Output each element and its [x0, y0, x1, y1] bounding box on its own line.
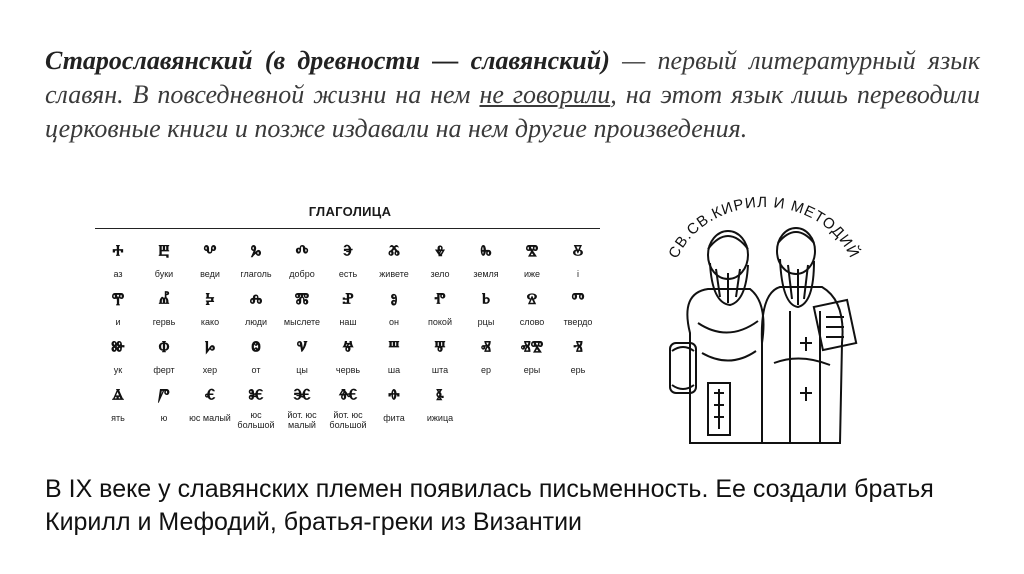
- letter-name: хер: [202, 365, 218, 375]
- letter-name: есть: [338, 269, 358, 279]
- letter-glyph: ⰽ: [205, 288, 215, 312]
- seal-text: СВ.СВ.КИРИЛ И МЕТОДИЙ: [665, 193, 863, 262]
- letter-name: фита: [383, 413, 405, 423]
- letter-glyph: ⰰ: [112, 240, 124, 264]
- letter-glyph: ⱈ: [204, 336, 216, 360]
- letter-name: йот. юс малый: [287, 410, 317, 430]
- letter-cell: [417, 336, 463, 384]
- letter-glyph: ⱁ: [390, 288, 398, 312]
- letter-name: зело: [430, 269, 450, 279]
- letter-name: земля: [473, 269, 499, 279]
- intro-paragraph: [45, 44, 980, 146]
- letter-name: он: [389, 317, 399, 327]
- letter-glyph: ⱄ: [526, 288, 538, 312]
- letter-name: рцы: [477, 317, 495, 327]
- letter-cell: [187, 384, 233, 432]
- bottom-statement: В IX веке у славянских племен появилась письменность. Ее создали братья Кирилл и Мефодий, братья-греки из Византии: [45, 475, 934, 536]
- letter-cell: [325, 336, 371, 384]
- letter-cell: [233, 288, 279, 336]
- letter-name: от: [251, 365, 261, 375]
- letter-name: еры: [523, 365, 541, 375]
- letter-name: гервь: [152, 317, 176, 327]
- letter-cell: [233, 336, 279, 384]
- letter-name: и: [115, 317, 121, 327]
- letter-cell: [555, 240, 601, 288]
- letter-name: буки: [154, 269, 174, 279]
- letter-glyph: ⱌ: [296, 336, 308, 360]
- letter-glyph: ⱛ: [436, 384, 444, 408]
- letter-glyph: ⰶ: [388, 240, 400, 264]
- letter-name: ша: [387, 365, 401, 375]
- letter-glyph: ⱀ: [342, 288, 354, 312]
- letter-name: како: [200, 317, 220, 327]
- letter-cell: [233, 384, 279, 432]
- letter-glyph: ⰸ: [480, 240, 492, 264]
- letter-grid: [95, 240, 605, 432]
- letter-name: мыслете: [283, 317, 321, 327]
- letter-cell: [141, 384, 187, 432]
- letter-name: і: [577, 269, 579, 279]
- letter-name: ферт: [153, 365, 175, 375]
- letter-name: ять: [111, 413, 125, 423]
- alphabet-title: ГЛАГОЛИЦА: [308, 204, 392, 219]
- letter-glyph: ⰲ: [203, 240, 217, 264]
- letter-name: твердо: [563, 317, 593, 327]
- letter-glyph: ⰴ: [295, 240, 309, 264]
- letter-name: наш: [339, 317, 357, 327]
- letter-cell: [463, 240, 509, 288]
- cyril-methodius-drawing: [650, 193, 878, 455]
- letter-cell: [417, 240, 463, 288]
- intro-text-2: . В повседневной жизни на нем: [117, 80, 480, 109]
- letter-name: аз: [113, 269, 123, 279]
- letter-cell: [325, 240, 371, 288]
- letter-name: добро: [289, 269, 315, 279]
- letter-cell: [463, 288, 509, 336]
- letter-glyph: ⰿ: [294, 288, 310, 312]
- letter-glyph: ⱆ: [111, 336, 125, 360]
- letter-cell: [95, 288, 141, 336]
- letter-glyph: ⱋ: [434, 336, 446, 360]
- letter-cell: [555, 288, 601, 336]
- letter-name: слово: [519, 317, 545, 327]
- letter-cell: [509, 240, 555, 288]
- intro-slavs: славян: [45, 80, 118, 109]
- letter-glyph: ⱚ: [388, 384, 400, 408]
- letter-name: ижица: [426, 413, 454, 423]
- letter-glyph: ⱏ: [481, 336, 491, 360]
- letter-glyph: ⰾ: [249, 288, 263, 312]
- letter-glyph: ⱅ: [571, 288, 585, 312]
- letter-cell: [141, 240, 187, 288]
- letter-cell: [371, 288, 417, 336]
- letter-cell: [187, 336, 233, 384]
- letter-cell: [279, 288, 325, 336]
- letter-cell: [417, 288, 463, 336]
- letter-glyph: ⱘ: [248, 384, 264, 408]
- intro-text-3: , на этот язык лишь переводили церковные книги и позже издавали на нем другие произведения.: [45, 80, 980, 143]
- letter-glyph: ⱂ: [434, 288, 446, 312]
- letter-cell: [325, 288, 371, 336]
- letter-cell: [417, 384, 463, 432]
- letter-cell: [95, 240, 141, 288]
- letter-cell: [371, 240, 417, 288]
- letter-cell: [463, 336, 509, 384]
- intro-underlined: не говорили: [479, 80, 611, 109]
- letter-cell: [279, 240, 325, 288]
- letter-cell: [555, 336, 601, 384]
- letter-cell: [279, 384, 325, 432]
- alphabet-divider: [95, 228, 600, 229]
- letter-name: ерь: [570, 365, 586, 375]
- letter-cell: [95, 336, 141, 384]
- letter-name: люди: [244, 317, 268, 327]
- letter-name: йот. юс большой: [329, 410, 367, 430]
- letter-glyph: ⱔ: [204, 384, 216, 408]
- letter-name: ю: [160, 413, 168, 423]
- letter-glyph: ⱎ: [388, 336, 400, 360]
- letter-cell: [371, 384, 417, 432]
- letter-glyph: ⱏⰺ: [520, 336, 544, 360]
- letter-name: цы: [296, 365, 308, 375]
- letter-name: глаголь: [240, 269, 272, 279]
- letter-cell: [187, 288, 233, 336]
- letter-cell: [279, 336, 325, 384]
- letter-cell: [141, 288, 187, 336]
- letter-glyph: ⱑ: [112, 384, 124, 408]
- letter-glyph: ⱇ: [158, 336, 170, 360]
- letter-name: юс большой: [237, 410, 275, 430]
- letter-glyph: ⰳ: [250, 240, 262, 264]
- letter-name: веди: [200, 269, 220, 279]
- letter-name: юс малый: [189, 413, 231, 423]
- letter-glyph: ⰹ: [111, 288, 125, 312]
- letter-glyph: ⱍ: [342, 336, 354, 360]
- letter-glyph: ⱓ: [158, 384, 170, 408]
- letter-cell: [509, 336, 555, 384]
- glagolitic-alphabet-table: [95, 204, 605, 454]
- letter-name: ер: [480, 365, 491, 375]
- letter-glyph: ⰱ: [158, 240, 170, 264]
- letter-glyph: ⱃ: [481, 288, 491, 312]
- letter-glyph: ⱗ: [293, 384, 311, 408]
- letter-name: ук: [113, 365, 123, 375]
- letter-name: червь: [335, 365, 361, 375]
- letter-cell: [325, 384, 371, 432]
- letter-name: иже: [523, 269, 541, 279]
- saints-illustration: [650, 193, 878, 455]
- letter-cell: [509, 288, 555, 336]
- letter-glyph: ⰼ: [158, 288, 170, 312]
- letter-name: покой: [428, 317, 452, 327]
- letter-glyph: ⱙ: [338, 384, 358, 408]
- letter-glyph: ⰵ: [343, 240, 353, 264]
- letter-cell: [95, 384, 141, 432]
- letter-glyph: ⱐ: [573, 336, 583, 360]
- letter-cell: [233, 240, 279, 288]
- intro-text-1: — первый литературный язык: [609, 46, 980, 75]
- letter-glyph: ⰷ: [435, 240, 445, 264]
- letter-glyph: ⰻ: [572, 240, 584, 264]
- letter-name: живете: [379, 269, 409, 279]
- letter-cell: [371, 336, 417, 384]
- intro-bold-term: Старославянский (в древности — славянский): [45, 46, 610, 75]
- letter-cell: [187, 240, 233, 288]
- letter-glyph: ⰺ: [525, 240, 539, 264]
- letter-glyph: ⱉ: [251, 336, 261, 360]
- letter-name: шта: [431, 365, 449, 375]
- letter-cell: [141, 336, 187, 384]
